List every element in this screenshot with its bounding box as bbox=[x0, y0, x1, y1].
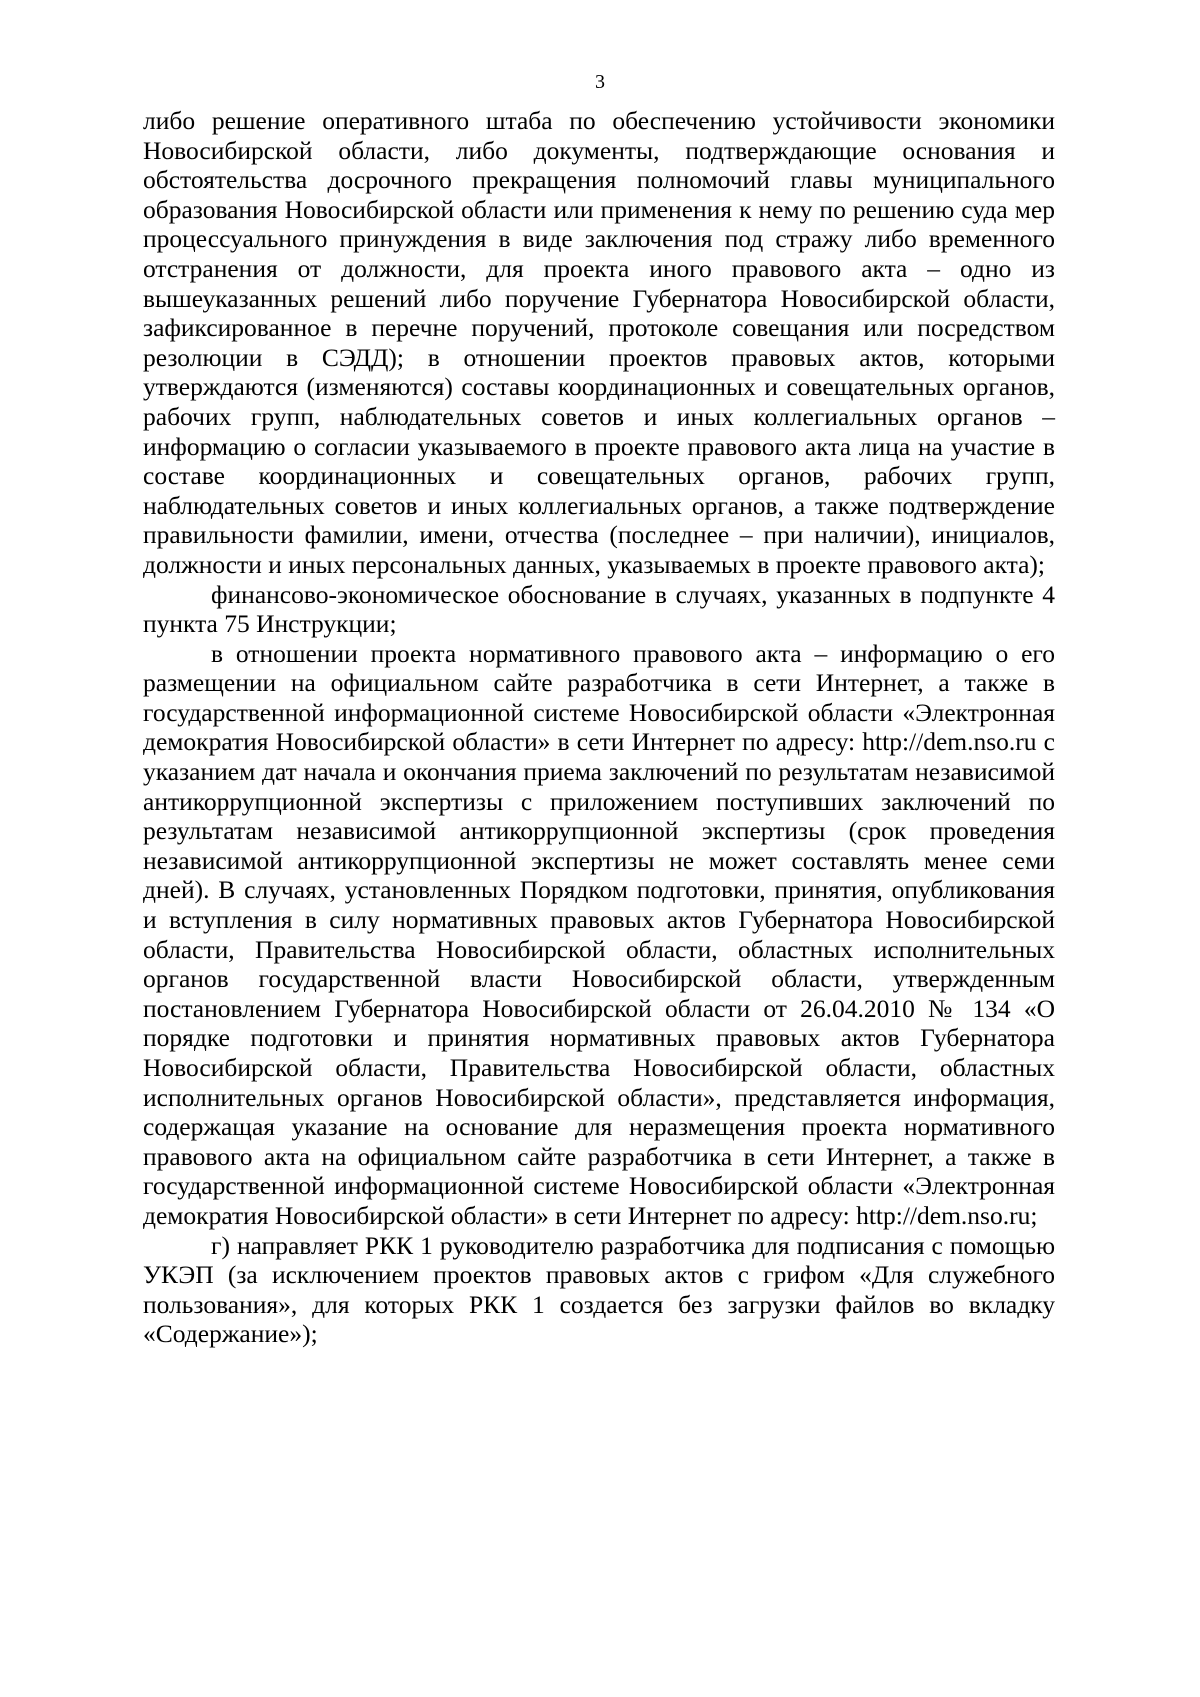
paragraph-financial-justification: финансово-экономическое обоснование в случаях, указанных в подпункте 4 пункта 75 Инструкции; bbox=[143, 579, 1055, 639]
document-body bbox=[143, 106, 1055, 1349]
paragraph-continuation: либо решение оперативного штаба по обеспечению устойчивости экономики Новосибирской области, либо документы, подтверждающие основания и обстоятельства досрочного прекращения полномочий главы муниципального образования Новосибирской области или применения к нему по решению суда мер процессуального принуждения в виде заключения под стражу либо временного отстранения от должности, для проекта иного правового акта – одно из вышеуказанных решений либо поручение Губернатора Новосибирской области, зафиксированное в перечне поручений, протоколе совещания или посредством резолюции в СЭДД); в отношении проектов правовых актов, которыми утверждаются (изменяются) составы координационных и совещательных органов, рабочих групп, наблюдательных советов и иных коллегиальных органов – информацию о согласии указываемого в проекте правового акта лица на участие в составе координационных и совещательных органов, рабочих групп, наблюдательных советов и иных коллегиальных органов, а также подтверждение правильности фамилии, имени, отчества (последнее – при наличии), инициалов, должности и иных персональных данных, указываемых в проекте правового акта); bbox=[143, 106, 1055, 579]
paragraph-item-g: г) направляет РКК 1 руководителю разработчика для подписания с помощью УКЭП (за исключением проектов правовых актов с грифом «Для служебного пользования», для которых РКК 1 создается без загрузки файлов во вкладку «Содержание»); bbox=[143, 1230, 1055, 1349]
paragraph-normative-act-placement: в отношении проекта нормативного правового акта – информацию о его размещении на официальном сайте разработчика в сети Интернет, а также в государственной информационной системе Новосибирской области «Электронная демократия Новосибирской области» в сети Интернет по адресу: http://dem.nso.ru с указанием дат начала и окончания приема заключений по результатам независимой антикоррупционной экспертизы с приложением поступивших заключений по результатам независимой антикоррупционной экспертизы (срок проведения независимой антикоррупционной экспертизы не может составлять менее семи дней). В случаях, установленных Порядком подготовки, принятия, опубликования и вступления в силу нормативных правовых актов Губернатора Новосибирской области, Правительства Новосибирской области, областных исполнительных органов государственной власти Новосибирской области, утвержденным постановлением Губернатора Новосибирской области от 26.04.2010 № 134 «О порядке подготовки и принятия нормативных правовых актов Губернатора Новосибирской области, Правительства Новосибирской области, областных исполнительных органов Новосибирской области», представляется информация, содержащая указание на основание для неразмещения проекта нормативного правового акта на официальном сайте разработчика в сети Интернет, а также в государственной информационной системе Новосибирской области «Электронная демократия Новосибирской области» в сети Интернет по адресу: http://dem.nso.ru; bbox=[143, 638, 1055, 1230]
page-number: 3 bbox=[595, 71, 605, 93]
